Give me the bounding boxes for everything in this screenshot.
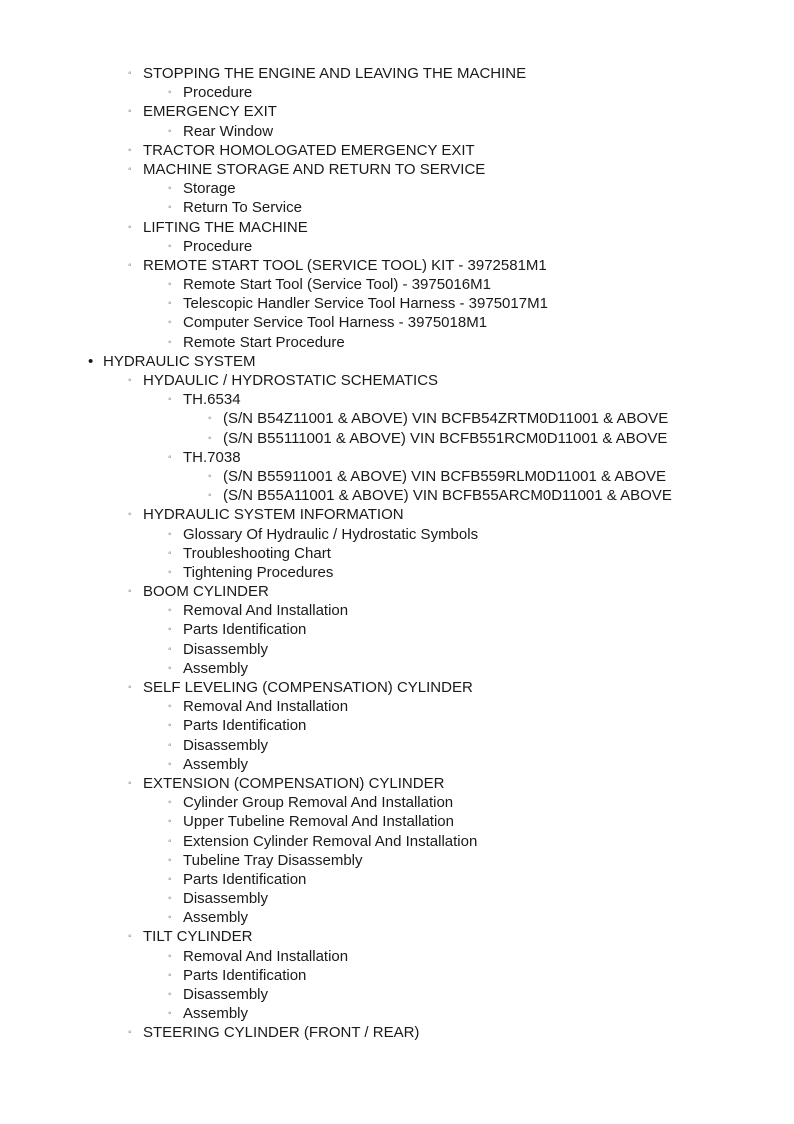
bullet-circle-icon: ◦ [208,413,212,425]
bullet-circle-icon: ◦ [128,509,132,521]
bullet-circle-icon: ◦ [168,893,172,905]
toc-entry-level-1[interactable] [0,371,794,390]
toc-entry-level-2[interactable] [0,659,794,678]
toc-entry-label: Upper Tubeline Removal And Installation [183,813,454,831]
toc-entry-label: TH.6534 [183,391,241,409]
toc-entry-level-2[interactable] [0,793,794,812]
toc-entry-level-2[interactable] [0,525,794,544]
toc-entry-label: TRACTOR HOMOLOGATED EMERGENCY EXIT [143,141,475,159]
toc-entry-level-0[interactable] [0,352,794,371]
toc-entry-level-1[interactable] [0,218,794,237]
toc-entry-label: Disassembly [183,736,269,754]
toc-entry-label: Disassembly [183,986,269,1003]
bullet-circle-icon: ◦ [128,259,132,271]
bullet-circle-icon: ◦ [168,758,172,770]
toc-entry-label: Rear Window [183,122,274,140]
toc-entry-level-2[interactable] [0,851,794,870]
toc-entry-label: LIFTING THE MACHINE [143,218,308,236]
toc-entry-label: Remote Start Procedure [183,333,345,351]
bullet-circle-icon: ◦ [128,106,132,118]
toc-entry-level-2[interactable] [0,755,794,774]
toc-entry-label: (S/N B55111001 & ABOVE) VIN BCFB551RCM0D11001 & ABOVE [223,429,668,447]
toc-entry-level-2[interactable] [0,640,794,659]
toc-entry-label: Procedure [183,84,253,102]
toc-entry-label: Assembly [183,659,249,677]
toc-entry-level-2[interactable] [0,832,794,851]
toc-entry-label: TILT CYLINDER [143,928,253,946]
toc-entry-level-1[interactable] [0,678,794,697]
bullet-circle-icon: ◦ [128,777,132,789]
toc-entry-level-2[interactable] [0,333,794,352]
toc-entry-level-2[interactable] [0,198,794,217]
bullet-circle-icon: ◦ [128,144,132,156]
toc-entry-label: Computer Service Tool Harness - 3975018M1 [183,314,488,332]
bullet-circle-icon: ◦ [168,701,172,713]
bullet-circle-icon: ◦ [168,739,172,751]
toc-entry-level-2[interactable] [0,889,794,908]
bullet-circle-icon: ◦ [168,183,172,195]
bullet-circle-icon: ◦ [128,68,132,79]
toc-entry-level-2[interactable] [0,275,794,294]
toc-entry-label: Storage [183,180,236,198]
toc-entry-label: HYDRAULIC SYSTEM [103,352,256,370]
bullet-circle-icon: ◦ [168,662,172,674]
bullet-circle-icon: ◦ [208,490,212,502]
bullet-circle-icon: ◦ [128,931,132,943]
toc-entry-label: Assembly [183,755,249,773]
bullet-circle-icon: ◦ [208,470,212,482]
bullet-circle-icon: ◦ [168,336,172,348]
toc-entry-level-2[interactable] [0,870,794,889]
toc-entry-level-2[interactable] [0,697,794,716]
bullet-circle-icon: ◦ [168,605,172,617]
bullet-circle-icon: ◦ [128,163,132,175]
toc-entry-level-2[interactable] [0,313,794,332]
toc-entry-level-2[interactable] [0,601,794,620]
bullet-circle-icon: ◦ [168,87,172,99]
toc-entry-level-2[interactable] [0,544,794,563]
toc-entry-level-2[interactable] [0,448,794,467]
toc-entry-level-1[interactable] [0,102,794,121]
toc-entry-level-1[interactable] [0,927,794,946]
toc-entry-level-2[interactable] [0,620,794,639]
toc-entry-label: Disassembly [183,890,269,908]
toc-entry-level-2[interactable] [0,237,794,256]
bullet-circle-icon: ◦ [208,432,212,444]
toc-entry-level-1[interactable] [0,582,794,601]
toc-entry-level-3[interactable] [0,486,794,505]
toc-entry-label: Procedure [183,237,253,255]
toc-entry-label: EMERGENCY EXIT [143,103,277,121]
toc-entry-level-3[interactable] [0,429,794,448]
bullet-circle-icon: ◦ [168,202,172,214]
bullet-circle-icon: ◦ [128,221,132,233]
toc-entry-level-2[interactable] [0,1004,794,1023]
toc-entry-level-1[interactable] [0,1023,794,1042]
bullet-circle-icon: ◦ [168,528,172,540]
bullet-circle-icon: ◦ [128,1027,132,1039]
bullet-circle-icon: ◦ [168,1008,172,1020]
bullet-circle-icon: ◦ [168,566,172,578]
toc-entry-label: Parts Identification [183,621,307,639]
toc-entry-label: BOOM CYLINDER [143,583,269,601]
toc-entry-level-1[interactable] [0,774,794,793]
toc-entry-level-1[interactable] [0,160,794,179]
toc-entry-label: SELF LEVELING (COMPENSATION) CYLINDER [143,679,473,696]
toc-entry-label: Tightening Procedures [183,563,334,581]
bullet-circle-icon: ◦ [128,375,132,386]
toc-entry-level-1[interactable] [0,64,794,83]
bullet-circle-icon: ◦ [168,547,172,559]
bullet-circle-icon: ◦ [168,451,172,463]
toc-entry-level-2[interactable] [0,947,794,966]
bullet-circle-icon: ◦ [168,835,172,847]
bullet-circle-icon: ◦ [168,912,172,924]
toc-entry-label: HYDAULIC / HYDROSTATIC SCHEMATICS [143,372,439,389]
toc-entry-label: Tubeline Tray Disassembly [183,851,363,869]
bullet-circle-icon: ◦ [168,950,172,962]
bullet-circle-icon: ◦ [168,279,172,291]
toc-entry-level-2[interactable] [0,83,794,102]
toc-entry-level-1[interactable] [0,141,794,160]
bullet-circle-icon: ◦ [128,586,132,598]
bullet-circle-icon: ◦ [168,125,172,137]
toc-entry-label: Parts Identification [183,870,307,888]
toc-entry-label: Removal And Installation [183,602,349,620]
toc-entry-level-3[interactable] [0,467,794,486]
bullet-circle-icon: ◦ [168,720,172,732]
toc-entry-label: (S/N B55911001 & ABOVE) VIN BCFB559RLM0D11001 & ABOVE [223,467,667,485]
toc-entry-level-2[interactable] [0,812,794,831]
bullet-circle-icon: ◦ [128,682,132,693]
toc-entry-label: Return To Service [183,199,302,217]
toc-entry-level-1[interactable] [0,505,794,524]
toc-entry-label: (S/N B54Z11001 & ABOVE) VIN BCFB54ZRTM0D11001 & ABOVE [223,410,669,428]
bullet-circle-icon: ◦ [168,873,172,885]
toc-entry-label: Removal And Installation [183,698,349,716]
toc-entry-label: Parts Identification [183,966,307,984]
toc-entry-label: HYDRAULIC SYSTEM INFORMATION [143,506,404,524]
bullet-circle-icon: ◦ [168,624,172,636]
toc-entry-label: STEERING CYLINDER (FRONT / REAR) [143,1024,420,1042]
bullet-circle-icon: ◦ [168,854,172,866]
toc-entry-label: Telescopic Handler Service Tool Harness - 3975017M1 [183,295,548,313]
toc-entry-label: Assembly [183,909,249,927]
bullet-circle-icon: ◦ [168,816,172,828]
toc-entry-level-2[interactable] [0,390,794,409]
toc-entry-level-2[interactable] [0,966,794,985]
toc-entry-label: Remote Start Tool (Service Tool) - 3975016M1 [183,276,491,294]
bullet-circle-icon: ◦ [168,643,172,655]
bullet-circle-icon: ◦ [168,797,172,809]
toc-entry-label: STOPPING THE ENGINE AND LEAVING THE MACHINE [143,65,527,82]
bullet-circle-icon: ◦ [168,989,172,1000]
bullet-circle-icon: ◦ [168,394,172,406]
toc-entry-label: (S/N B55A11001 & ABOVE) VIN BCFB55ARCM0D11001 & ABOVE [223,487,672,505]
toc-entry-level-2[interactable] [0,736,794,755]
toc-entry-level-2[interactable] [0,122,794,141]
bullet-circle-icon: ◦ [168,298,172,310]
toc-entry-label: TH.7038 [183,448,241,466]
toc-entry-level-2[interactable] [0,294,794,313]
toc-entry-label: Glossary Of Hydraulic / Hydrostatic Symbols [183,525,479,543]
toc-entry-level-2[interactable] [0,908,794,927]
toc-entry-label: REMOTE START TOOL (SERVICE TOOL) KIT - 3972581M1 [143,256,547,274]
toc-entry-level-3[interactable] [0,409,794,428]
bullet-circle-icon: ◦ [168,240,172,252]
bullet-circle-icon: ◦ [168,969,172,981]
toc-entry-level-2[interactable] [0,716,794,735]
bullet-circle-icon: ◦ [168,317,172,329]
toc-entry-label: Cylinder Group Removal And Installation [183,794,454,812]
toc-entry-label: Troubleshooting Chart [183,544,331,562]
toc-entry-label: Disassembly [183,640,269,658]
bullet-disc-icon: • [88,352,94,370]
toc-entry-level-2[interactable] [0,563,794,582]
toc-entry-label: Extension Cylinder Removal And Installation [183,832,478,850]
toc-entry-label: Assembly [183,1005,249,1023]
toc-entry-label: Removal And Installation [183,947,349,965]
toc-entry-label: EXTENSION (COMPENSATION) CYLINDER [143,774,445,792]
toc-entry-label: Parts Identification [183,717,307,735]
toc-entry-level-2[interactable] [0,985,794,1004]
toc-entry-level-1[interactable] [0,256,794,275]
toc-entry-label: MACHINE STORAGE AND RETURN TO SERVICE [143,160,486,178]
toc-entry-level-2[interactable] [0,179,794,198]
